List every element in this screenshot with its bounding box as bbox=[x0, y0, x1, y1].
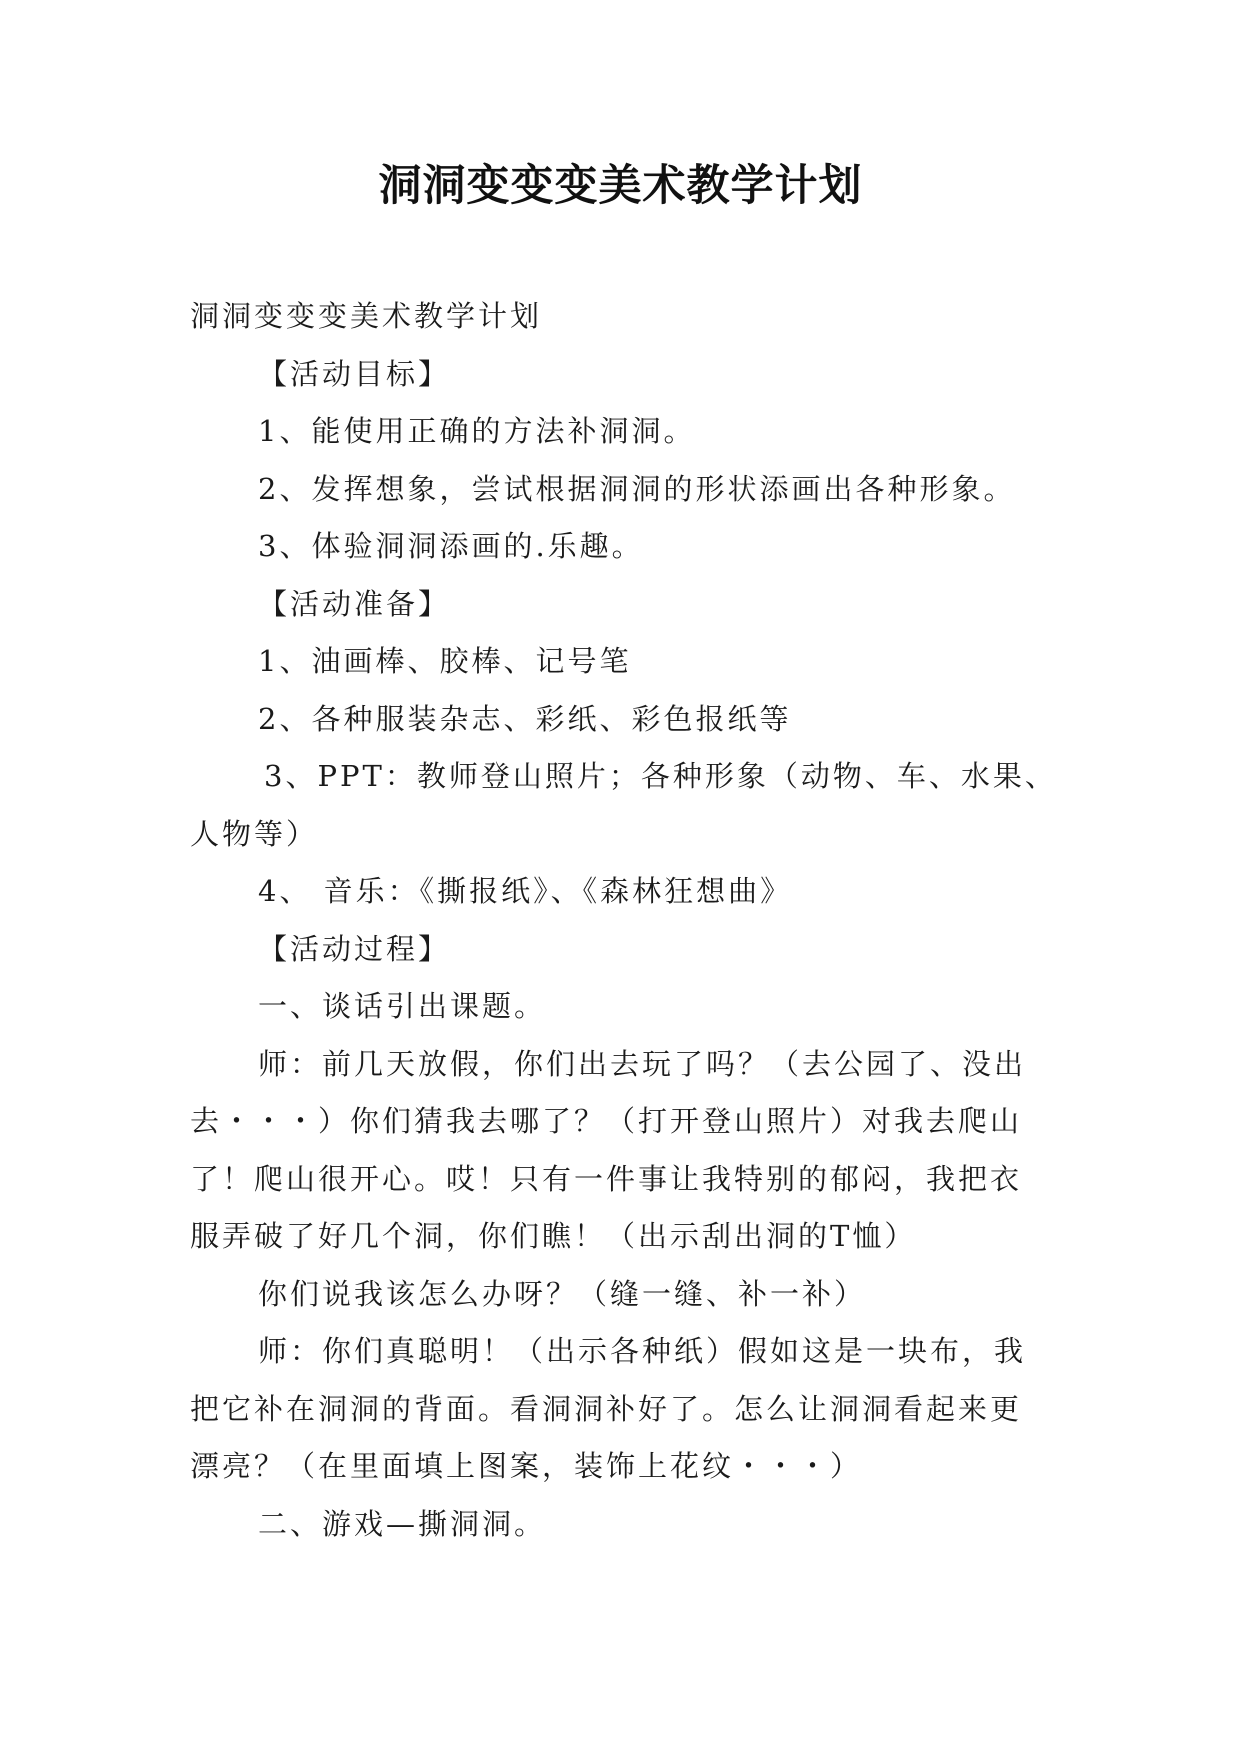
process-heading: 【活动过程】 bbox=[258, 931, 451, 966]
prep-item-3-line-2: 人物等） bbox=[190, 816, 319, 851]
goal-item-3: 3、体验洞洞添画的.乐趣。 bbox=[258, 529, 644, 563]
document-body bbox=[190, 288, 1057, 1553]
process-step-2: 二、游戏—撕洞洞。 bbox=[258, 1506, 547, 1541]
goal-item-1: 1、能使用正确的方法补洞洞。 bbox=[258, 414, 696, 448]
dialog-paragraph-2: 你们说我该怎么办呀？（缝一缝、补一补） bbox=[258, 1276, 867, 1311]
document-subtitle: 洞洞变变变美术教学计划 bbox=[190, 299, 543, 333]
document-title: 洞洞变变变美术教学计划 bbox=[378, 161, 863, 211]
process-step-1: 一、谈话引出课题。 bbox=[258, 989, 547, 1023]
dialog-paragraph-1: 师：前几天放假，你们出去玩了吗？（去公园了、没出去・・・）你们猜我去哪了？（打开登山照片）对我去爬山了！爬山很开心。哎！只有一件事让我特别的郁闷，我把衣服弄破了好几个洞，你们瞧！（出示刮出洞的T恤） bbox=[190, 1046, 1027, 1253]
prep-heading: 【活动准备】 bbox=[258, 586, 451, 621]
prep-item-4: 4、 音乐：《撕报纸》、《森林狂想曲》 bbox=[258, 874, 793, 908]
goals-heading: 【活动目标】 bbox=[258, 356, 451, 391]
prep-item-1: 1、油画棒、胶棒、记号笔 bbox=[258, 644, 632, 678]
prep-item-2: 2、各种服装杂志、彩纸、彩色报纸等 bbox=[258, 701, 792, 736]
dialog-paragraph-3: 师：你们真聪明！（出示各种纸）假如这是一块布，我把它补在洞洞的背面。看洞洞补好了。怎么让洞洞看起来更漂亮？（在里面填上图案，装饰上花纹・・・） bbox=[190, 1334, 1027, 1483]
goal-item-2: 2、发挥想象，尝试根据洞洞的形状添画出各种形象。 bbox=[258, 471, 1016, 506]
prep-item-3-line-1: 3、PPT：教师登山照片；各种形象（动物、车、水果、 bbox=[264, 759, 1057, 793]
